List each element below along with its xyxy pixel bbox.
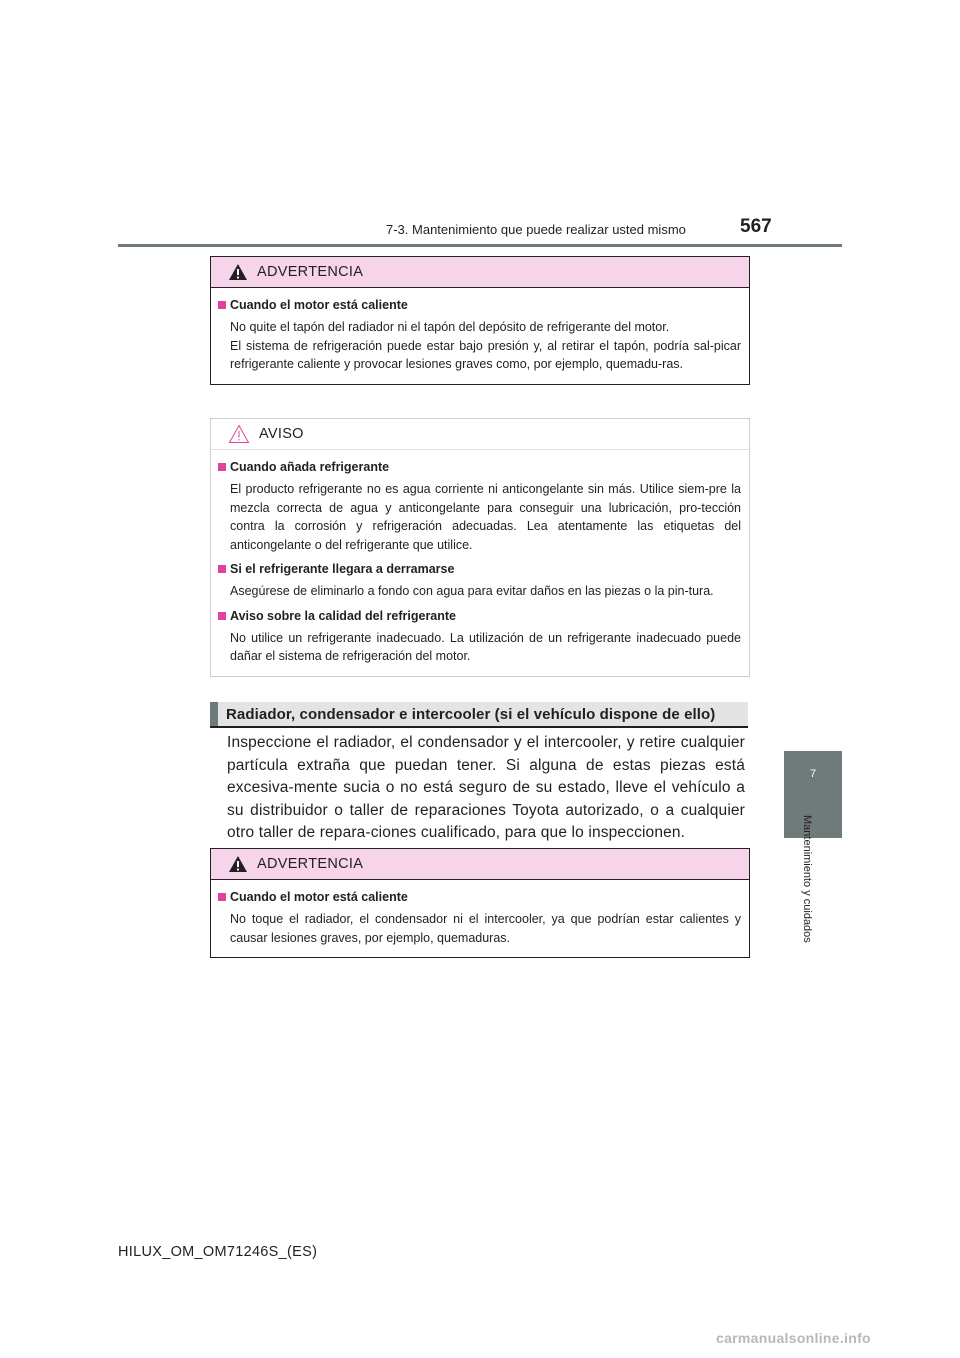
- notice-box-body: [211, 450, 749, 676]
- section-heading-bar: [210, 702, 218, 726]
- warning-box-radiator: [210, 848, 750, 958]
- body-paragraph: Inspeccione el radiador, el condensador y el intercooler, y retire cualquier partícula extraña que puedan tener. Si alguna de estas piezas está excesiva-mente sucia o no está seguro de su estado, lleve el vehículo a su distribuidor o taller de reparaciones Toyota autorizado, o a cualquier otro taller de repara-ciones cualificado, para que lo inspeccionen.: [227, 734, 745, 841]
- notice-box-title: AVISO: [259, 426, 304, 442]
- notice-item-heading: [218, 562, 741, 576]
- chapter-label: Mantenimiento y cuidados: [801, 815, 813, 943]
- caution-triangle-outline-icon: [228, 424, 250, 444]
- bullet-square-icon: [218, 565, 226, 573]
- bullet-square-icon: [218, 612, 226, 620]
- warning-box-hot-engine: [210, 256, 750, 385]
- watermark: carmanualsonline.info: [716, 1330, 871, 1346]
- bullet-square-icon: [218, 463, 226, 471]
- notice-item-heading: [218, 609, 741, 623]
- section-heading-text: Radiador, condensador e intercooler (si el vehículo dispone de ello): [226, 705, 716, 723]
- warning-item-heading-text: Cuando el motor está caliente: [230, 890, 408, 904]
- warning-box-header: [211, 849, 749, 880]
- warning-box-header: [211, 257, 749, 288]
- warning-box-title: ADVERTENCIA: [257, 264, 364, 280]
- notice-box-header: [211, 419, 749, 450]
- section-heading: [210, 702, 748, 728]
- chapter-tab: [784, 751, 842, 838]
- notice-item-heading-text: Aviso sobre la calidad del refrigerante: [230, 608, 457, 623]
- notice-item-text: Asegúrese de eliminarlo a fondo con agua para evitar daños en las piezas o la pin-tura.: [230, 584, 714, 598]
- bullet-square-icon: [218, 893, 226, 901]
- warning-item-heading: [218, 890, 741, 904]
- document-code: HILUX_OM_OM71246S_(ES): [118, 1244, 318, 1260]
- page-number: 567: [740, 216, 772, 237]
- notice-item-text: No utilice un refrigerante inadecuado. La utilización de un refrigerante inadecuado puede dañar el sistema de refrigeración del motor.: [230, 630, 741, 663]
- bullet-square-icon: [218, 301, 226, 309]
- warning-box-title: ADVERTENCIA: [257, 856, 364, 872]
- warning-item-heading: [218, 298, 741, 312]
- warning-item-heading-text: Cuando el motor está caliente: [230, 298, 408, 312]
- warning-box-body: [211, 880, 749, 957]
- warning-item-text: No toque el radiador, el condensador ni el intercooler, ya que podrían estar calientes y causar lesiones graves, por ejemplo, quemaduras.: [230, 912, 741, 945]
- chapter-number: 7: [809, 768, 817, 780]
- warning-box-body: [211, 288, 749, 384]
- notice-box-coolant: [210, 418, 750, 677]
- header-rule: [118, 244, 842, 247]
- notice-item-heading-text: Si el refrigerante llegara a derramarse: [230, 562, 455, 576]
- notice-item-heading-text: Cuando añada refrigerante: [230, 460, 390, 474]
- warning-item-text: No quite el tapón del radiador ni el tapón del depósito de refrigerante del motor. El sistema de refrigeración puede estar bajo presión y, al retirar el tapón, podría sal-picar refrigerante caliente y provocar lesiones graves como, por ejemplo, quemadu-ras.: [230, 320, 741, 371]
- notice-item-heading: [218, 460, 741, 474]
- warning-triangle-icon: [228, 855, 248, 873]
- warning-triangle-icon: [228, 263, 248, 281]
- running-header: 7-3. Mantenimiento que puede realizar usted mismo: [386, 222, 686, 237]
- notice-item-text: El producto refrigerante no es agua corriente ni anticongelante sin más. Utilice siem-pre la mezcla correcta de agua y anticongelante para conseguir una lubricación, pro-tección contra la corrosión y refrigeración adecuadas. Lea atentamente las etiquetas del anticongelante o del refrigerante que utilice.: [230, 482, 741, 552]
